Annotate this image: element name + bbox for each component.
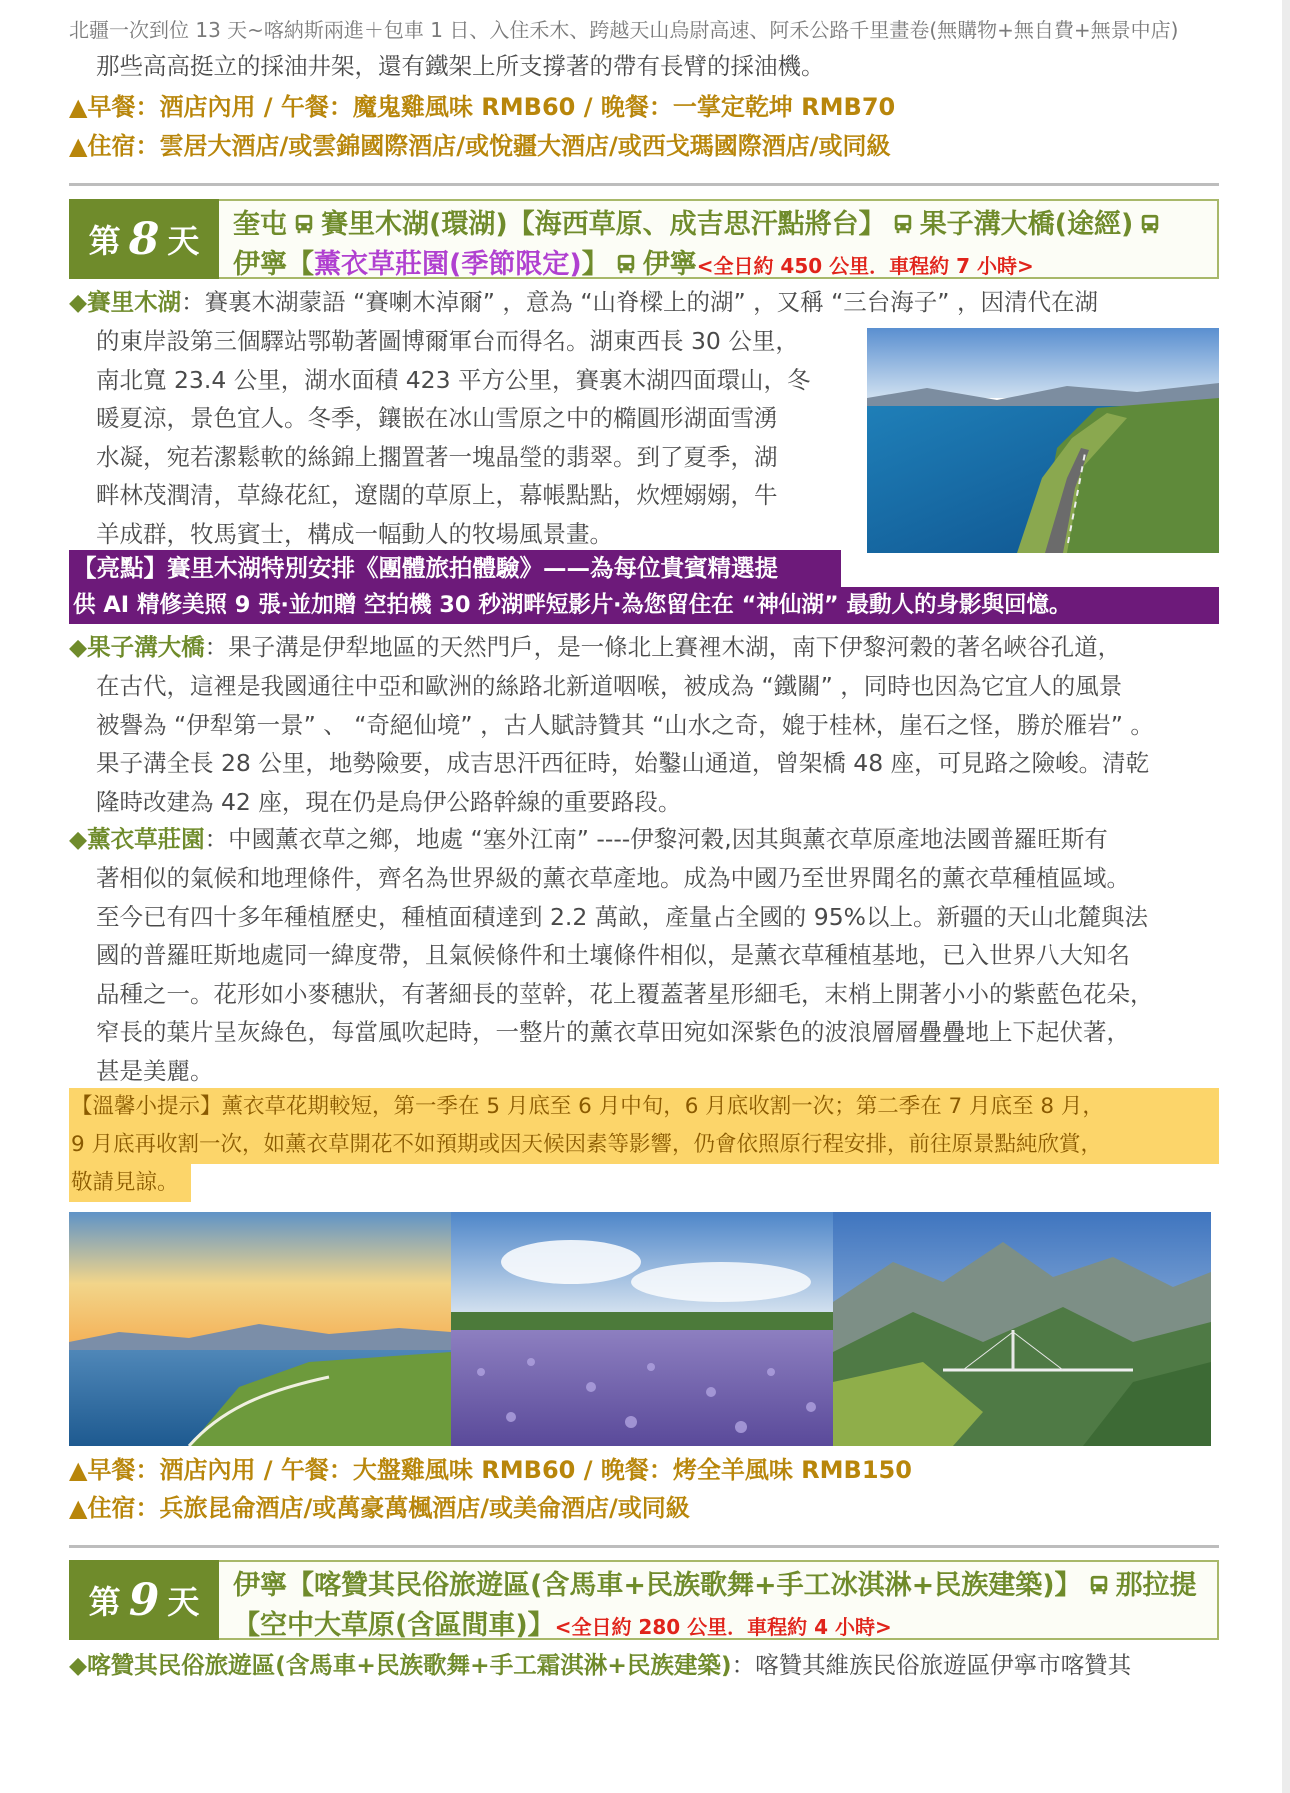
lavender-line: ：中國薰衣草之鄉，地處 “塞外江南” ----伊黎河穀,因其與薰衣草原產地法國普羅旺斯有 (204, 825, 1108, 853)
sayram-paragraph-first-line (69, 283, 1098, 321)
day-suffix: 天 (167, 222, 200, 260)
day7-meals: ▲早餐：酒店內用 / 午餐：魔鬼雞風味 RMB60 / 晚餐：一掌定乾坤 RMB70 (69, 93, 896, 121)
bus-icon (1139, 213, 1161, 235)
sayram-line: 的東岸設第三個驛站鄂勒著圖博爾軍台而得名。湖東西長 30 公里， (96, 327, 799, 355)
day8-hotel: ▲住宿：兵旅昆侖酒店/或萬豪萬楓酒店/或美侖酒店/或同級 (69, 1494, 690, 1522)
guozigou-line: 果子溝全長 28 公里，地勢險要，成吉思汗西征時，始鑿山通道，曾架橋 48 座，可見路之險峻。清乾 (96, 749, 1150, 777)
guozigou-line: 隆時改建為 42 座，現在仍是烏伊公路幹線的重要路段。 (96, 787, 682, 816)
bus-icon (615, 253, 637, 275)
lavender-label: ◆薰衣草莊園 (69, 825, 205, 853)
kazanqi-paragraph-first-line (69, 1646, 1131, 1684)
day8-title-yining: 伊寧【 (233, 249, 314, 280)
bus-icon (892, 213, 914, 235)
day8-title-yining-end: 伊寧 (642, 249, 697, 280)
lavender-line: 品種之一。花形如小麥穗狀，有著細長的莖幹，花上覆蓋著星形細毛，末梢上開著小小的紫藍色花朵， (96, 979, 1154, 1008)
day9-title (219, 1560, 1219, 1640)
day-number: 9 (128, 1574, 160, 1626)
page-header: 北疆一次到位 13 天~喀納斯兩進＋包車 1 日、入住禾木、跨越天山烏尉高速、阿禾公路千里畫卷(無購物+無自費+無景中店) (69, 18, 1179, 42)
sayram-line: ：賽裏木湖蒙語 “賽喇木淖爾” ，意為 “山脊樑上的湖” ，又稱 “三台海子” ，因清代在湖 (181, 288, 1098, 316)
section-divider (69, 183, 1219, 186)
guozigou-paragraph-rest (96, 667, 1154, 821)
lavender-tip-line3: 敬請見諒。 (69, 1164, 191, 1202)
lavender-line: 窄長的葉片呈灰綠色，每當風吹起時，一整片的薰衣草田宛如深紫色的波浪層層疊疊地上下起伏著， (96, 1018, 1130, 1046)
bus-icon (1088, 1574, 1110, 1596)
guozigou-bridge-photo (833, 1212, 1211, 1446)
sayram-line: 南北寬 23.4 公里，湖水面積 423 平方公里，賽裏木湖四面環山，冬 (96, 365, 811, 394)
day8-badge (69, 199, 219, 279)
guozigou-line: ：果子溝是伊犁地區的天然門戶，是一條北上賽裡木湖，南下伊黎河穀的著名峽谷孔道， (204, 633, 1122, 661)
sayram-line: 羊成群，牧馬賓士，構成一幅動人的牧場風景畫。 (96, 519, 613, 548)
day8-title (219, 199, 1219, 279)
bus-icon (293, 213, 315, 235)
sayram-highlight-line2: 供 AI 精修美照 9 張‧並加贈 空拍機 30 秒湖畔短影片‧為您留住在 “神仙湖” 最動人的身影與回憶。 (69, 587, 1219, 624)
lavender-line: 國的普羅旺斯地處同一緯度帶，且氣候條件和土壤條件相似，是薰衣草種植基地，已入世界八大知名 (96, 941, 1130, 969)
day8-distance-note: <全日約 450 公里．車程約 7 小時> (696, 254, 1034, 278)
sayram-paragraph-rest (96, 322, 811, 553)
sayram-line: 畔林茂潤清，草綠花紅，遼闊的草原上，幕帳點點，炊煙嫋嫋，牛 (96, 481, 778, 509)
day8-title-sayram: 賽里木湖(環湖)【海西草原、成吉思汗點將台】 (321, 209, 886, 240)
guozigou-paragraph-first-line (69, 628, 1121, 666)
day9-distance-note: <全日約 280 公里．車程約 4 小時> (554, 1615, 892, 1639)
guozigou-label: ◆果子溝大橋 (69, 633, 205, 661)
lavender-paragraph-first-line (69, 820, 1108, 858)
day8-title-start: 奎屯 (233, 209, 287, 240)
day9-title-nalati: 那拉提 (1115, 1570, 1197, 1601)
day7-hotel: ▲住宿：雲居大酒店/或雲錦國際酒店/或悅疆大酒店/或西戈瑪國際酒店/或同級 (69, 132, 891, 160)
day8-meals: ▲早餐：酒店內用 / 午餐：大盤雞風味 RMB60 / 晚餐：烤全羊風味 RMB150 (69, 1456, 912, 1484)
day8-title-guozigou: 果子溝大橋(途經) (919, 209, 1134, 240)
sayram-line: 暖夏涼，景色宜人。冬季，鑲嵌在冰山雪原之中的橢圓形湖面雪湧 (96, 404, 778, 432)
day9-title-start: 伊寧【喀贊其民俗旅遊區(含馬車+民族歌舞+手工冰淇淋+民族建築)】 (233, 1570, 1082, 1601)
day-prefix: 第 (88, 1583, 121, 1621)
lavender-line: 至今已有四十多年種植歷史，種植面積達到 2.2 萬畝，產量占全國的 95%以上。新疆的天山北麓與法 (96, 902, 1149, 931)
sayram-sunset-photo (69, 1212, 451, 1446)
kazanqi-label: ◆喀贊其民俗旅遊區(含馬車+民族歌舞+手工霜淇淋+民族建築) (69, 1651, 732, 1679)
guozigou-line: 被譽為 “伊犁第一景” 、 “奇絕仙境” ，古人賦詩贊其 “山水之奇，媲于桂林，崖石之怪，勝於雁岩” 。 (96, 710, 1154, 739)
sayram-highlight-line1: 【亮點】賽里木湖特別安排《團體旅拍體驗》——為每位貴賓精選提 (69, 550, 841, 587)
day9-badge (69, 1560, 219, 1640)
day9-title-grassland: 【空中大草原(含區間車)】 (233, 1610, 555, 1641)
guozigou-line: 在古代，這裡是我國通往中亞和歐洲的絲路北新道咽喉，被成為 “鐵關” ，同時也因為它宜人的風景 (96, 672, 1123, 700)
lavender-line: 甚是美麗。 (96, 1056, 214, 1085)
day-number: 8 (128, 213, 160, 265)
lavender-tip-line1: 【溫馨小提示】薰衣草花期較短，第一季在 5 月底至 6 月中旬，6 月底收割一次；第二季在 7 月底至 8 月， (69, 1088, 1219, 1126)
day8-title-lavender: 薰衣草莊園(季節限定) (314, 249, 582, 280)
sayram-label: ◆賽里木湖 (69, 288, 182, 316)
sayram-lake-photo (867, 328, 1219, 553)
section-divider (69, 1545, 1219, 1548)
sayram-line: 水凝，宛若潔鬆軟的絲錦上擱置著一塊晶瑩的翡翠。到了夏季，湖 (96, 442, 778, 471)
day-suffix: 天 (167, 1583, 200, 1621)
kazanqi-line: ：喀贊其維族民俗旅遊區伊寧市喀贊其 (731, 1651, 1132, 1679)
lavender-paragraph-rest (96, 859, 1154, 1090)
day8-title-bracket: 】 (581, 249, 609, 280)
day7-description-tail: 那些高高挺立的採油井架，還有鐵架上所支撐著的帶有長臂的採油機。 (96, 52, 825, 80)
day-prefix: 第 (88, 222, 121, 260)
lavender-tip-line2: 9 月底再收割一次，如薰衣草開花不如預期或因天候因素等影響，仍會依照原行程安排，前往原景點純欣賞， (69, 1126, 1219, 1164)
lavender-field-photo (451, 1212, 833, 1446)
lavender-line: 著相似的氣候和地理條件，齊名為世界級的薰衣草產地。成為中國乃至世界聞名的薰衣草種植區域。 (96, 864, 1130, 892)
